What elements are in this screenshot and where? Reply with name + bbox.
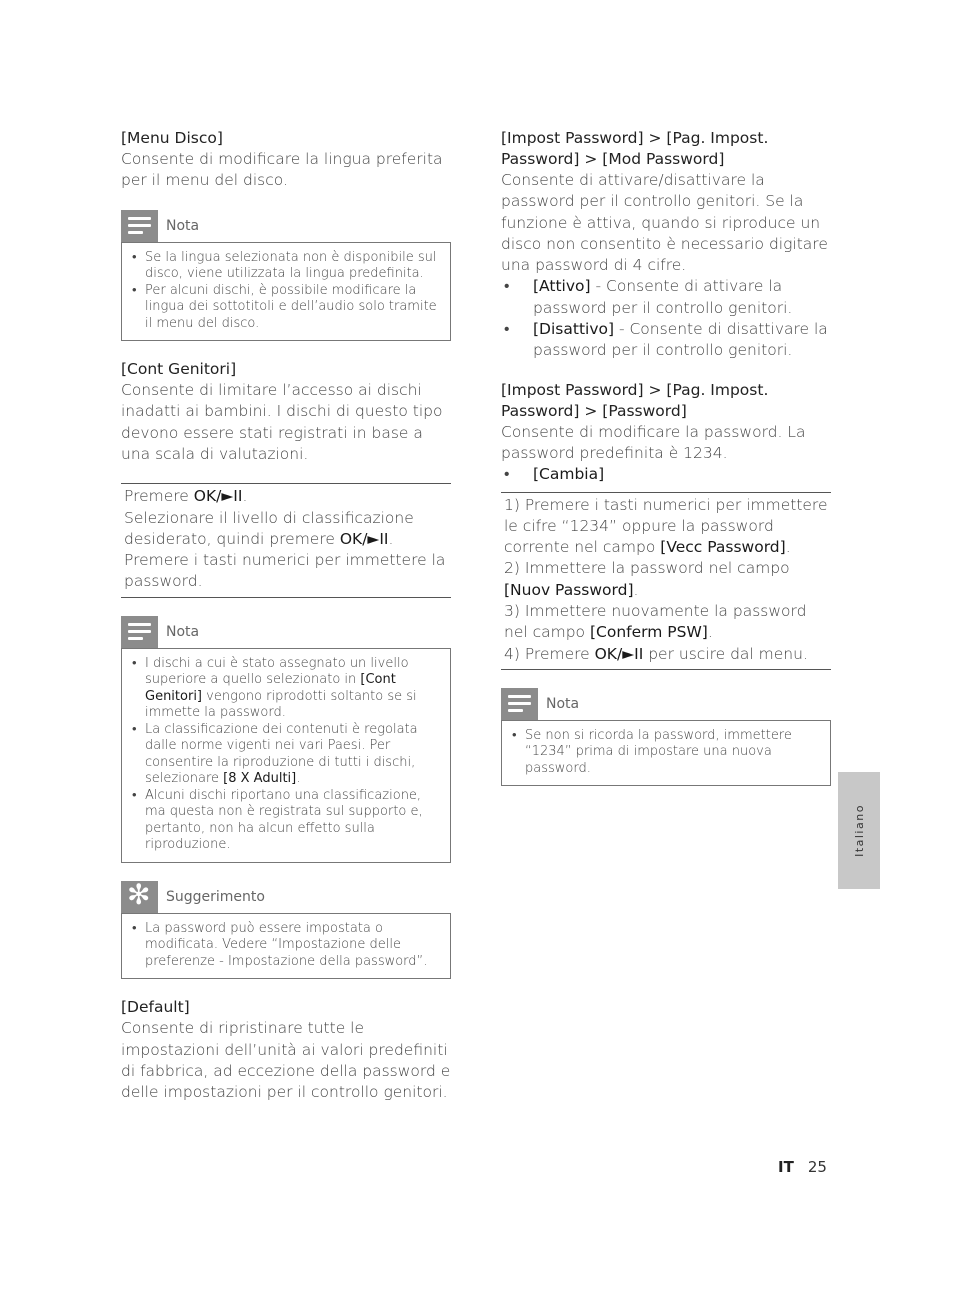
password-title: [Impost Password] > [Pag. Impost. Password] > [Password]: [501, 380, 769, 420]
footer-lang: IT: [778, 1158, 794, 1176]
right-column: [501, 128, 831, 804]
page-footer: [778, 1158, 827, 1176]
note-3: [501, 688, 831, 787]
step-line: 1) Premere i tasti numerici per immettere le cifre “1234” oppure la password corrente nel campo [Vecc Password].: [504, 495, 828, 557]
mod-password-section: [501, 128, 831, 362]
note-3-item: • Se non si ricorda la password, immettere “1234” prima di impostare una nuova password.: [510, 728, 822, 778]
tip: [121, 877, 451, 980]
step-line: 3) Immettere nuovamente la password nel campo [Conferm PSW].: [504, 602, 807, 642]
password-section: [501, 380, 831, 486]
bullet-disattivo: • [Disattivo] - Consente di disattivare la password per il controllo genitori.: [501, 319, 831, 362]
note-3-box: [501, 720, 831, 787]
note-1-item: • Se la lingua selezionata non è disponibile sul disco, viene utilizzata la lingua predefinita.: [130, 250, 442, 283]
menu-disco-body: Consente di modificare la lingua preferita per il menu del disco.: [121, 150, 443, 190]
note-icon: [501, 688, 538, 720]
note-2-item: • La classificazione dei contenuti è regolata dalle norme vigenti nei vari Paesi. Per consentire la riproduzione di tutti i dischi, selezionare [8 X Adulti].: [130, 722, 442, 788]
note-3-title: Nota: [546, 695, 580, 712]
bullet-cambia: • [Cambia]: [501, 464, 831, 485]
note-2-title: Nota: [166, 623, 200, 640]
language-side-tab: [838, 772, 880, 889]
note-2-item: • I dischi a cui è stato assegnato un livello superiore a quello selezionato in [Cont Genitori] vengono riprodotti soltanto se si immette la password.: [130, 656, 442, 722]
step-3-line: Premere i tasti numerici per immettere la password.: [124, 551, 446, 591]
menu-disco-section: [121, 128, 451, 192]
note-2-header: [121, 616, 451, 648]
cont-genitori-title: [Cont Genitori]: [121, 360, 237, 379]
note-1-item: • Per alcuni dischi, è possibile modificare la lingua dei sottotitoli e dell’audio solo tramite il menu del disco.: [130, 283, 442, 333]
step-line: 2) Immettere la password nel campo [Nuov Password].: [504, 559, 790, 599]
step-2-line: Selezionare il livello di classificazione desiderato, quindi premere OK/►II.: [124, 508, 414, 548]
note-2-box: [121, 648, 451, 863]
bullet-attivo: • [Attivo] - Consente di attivare la password per il controllo genitori.: [501, 276, 831, 319]
mod-password-body: Consente di attivare/disattivare la password per il controllo genitori. Se la funzione è attiva, quando si riproduce un disco non consentito è necessario digitare una password di 4 cifre.: [501, 171, 828, 275]
cont-genitori-section: [121, 359, 451, 465]
tip-header: [121, 877, 451, 913]
tip-title: Suggerimento: [166, 888, 265, 905]
default-section: [121, 997, 451, 1103]
default-body: Consente di ripristinare tutte le impostazioni dell’unità ai valori predefiniti di fabbrica, ad eccezione della password e delle impostazioni per il controllo genitori.: [121, 1019, 451, 1102]
cont-genitori-body: Consente di limitare l’accesso ai dischi inadatti ai bambini. I dischi di questo tipo devono essere stati registrati in base a una scala di valutazioni.: [121, 381, 443, 463]
note-2: [121, 616, 451, 863]
note-2-item: • Alcuni dischi riportano una classificazione, ma questa non è registrata sul supporto e, pertanto, non ha alcun effetto sulla riproduzione.: [130, 788, 442, 854]
mod-password-title: [Impost Password] > [Pag. Impost. Password] > [Mod Password]: [501, 129, 769, 168]
note-1: [121, 210, 451, 342]
steps-1: [121, 483, 451, 597]
step-line: 4) Premere OK/►II per uscire dal menu.: [504, 644, 808, 663]
note-3-header: [501, 688, 831, 720]
note-1-title: Nota: [166, 217, 200, 234]
tip-box: [121, 913, 451, 980]
note-icon: [121, 616, 158, 648]
tip-item: • La password può essere impostata o modificata. Vedere “Impostazione delle preferenze - Impostazione della password”.: [130, 921, 442, 971]
note-1-header: [121, 210, 451, 242]
left-column: [121, 128, 451, 1121]
language-label: Italiano: [852, 804, 866, 857]
password-body: Consente di modificare la password. La password predefinita è 1234.: [501, 422, 806, 462]
step-1-line: Premere OK/►II.: [124, 487, 248, 506]
asterisk-icon: ✻: [121, 881, 158, 913]
default-title: [Default]: [121, 998, 190, 1017]
note-icon: [121, 210, 158, 242]
steps-2: [501, 492, 831, 670]
menu-disco-title: [Menu Disco]: [121, 129, 223, 147]
note-1-box: [121, 242, 451, 342]
page-number: 25: [807, 1158, 827, 1176]
